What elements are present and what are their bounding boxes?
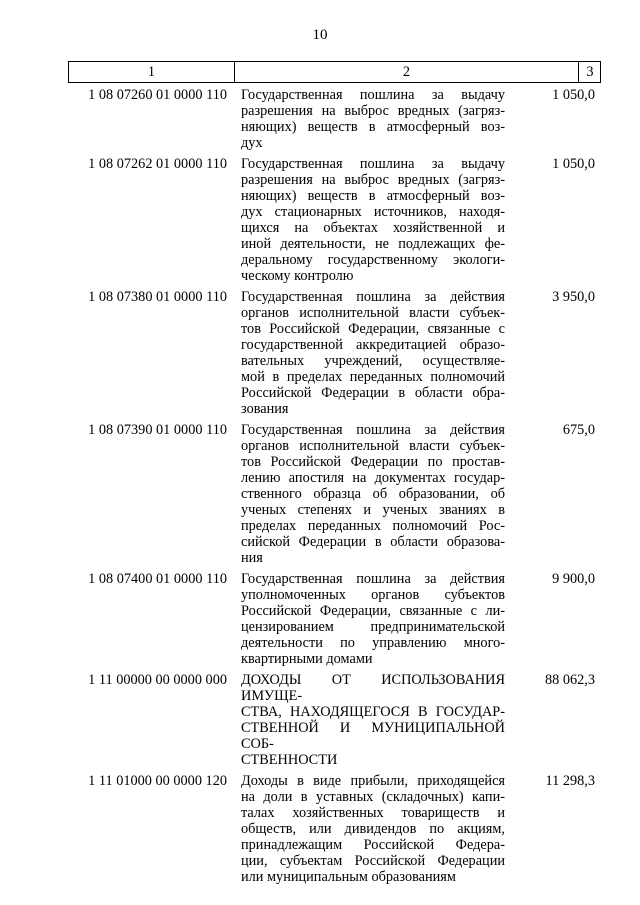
revenue-description: [241, 773, 505, 885]
revenue-description: [241, 156, 505, 284]
description-line: ческому контролю: [241, 268, 354, 284]
amount: 675,0: [562, 422, 595, 438]
description-line: ции, субъектам Российской Федерации: [241, 853, 505, 869]
revenue-description: [241, 289, 505, 417]
column-header-3: 3: [586, 64, 594, 80]
budget-code: 1 08 07390 01 0000 110: [88, 422, 227, 438]
column-header-1: 1: [147, 64, 156, 80]
description-line: разрешения на выброс вредных (загряз-: [241, 103, 505, 119]
amount: 9 900,0: [552, 571, 595, 587]
amount: 1 050,0: [552, 87, 595, 103]
description-line: Государственная пошлина за выдачу: [241, 156, 505, 172]
description-line: тов Российской Федерации по простав-: [241, 454, 505, 470]
description-line: уполномоченных органов субъектов: [241, 587, 505, 603]
description-line: вательных учреждений, осуществляе-: [241, 353, 505, 369]
description-line: деральному государственному экологи-: [241, 252, 505, 268]
amount: 11 298,3: [545, 773, 595, 789]
description-line: цензированием предпринимательской: [241, 619, 505, 635]
description-line: лению апостиля на документах государ-: [241, 470, 505, 486]
amount: 88 062,3: [544, 672, 595, 688]
description-line: или муниципальным образованиям: [241, 869, 456, 885]
description-line: дух: [241, 135, 263, 151]
description-line: ученых степенях и ученых званиях в: [241, 502, 505, 518]
table-row: [68, 87, 601, 151]
description-line: Государственная пошлина за действия: [241, 571, 505, 587]
description-line: Государственная пошлина за действия: [241, 289, 505, 305]
description-line: дух стационарных источников, находя-: [241, 204, 505, 220]
budget-code: 1 08 07262 01 0000 110: [88, 156, 227, 172]
description-line: няющих) веществ в атмосферный воз-: [241, 119, 505, 135]
description-line: пределах переданных полномочий Рос-: [241, 518, 505, 534]
description-line: органов исполнительной власти субъек-: [241, 438, 505, 454]
description-line: обществ, или дивидендов по акциям,: [241, 821, 505, 837]
description-line: Российской Федерации, связанные с ли-: [241, 603, 505, 619]
revenue-description: [241, 422, 505, 566]
table-row: [68, 571, 601, 667]
description-line: Государственная пошлина за действия: [241, 422, 505, 438]
table-row: [68, 289, 601, 417]
description-line: органов исполнительной власти субъек-: [241, 305, 505, 321]
table-header: [68, 61, 601, 83]
table-row: [68, 156, 601, 284]
description-line: ДОХОДЫ ОТ ИСПОЛЬЗОВАНИЯ ИМУЩЕ-: [241, 672, 505, 704]
description-line: Государственная пошлина за выдачу: [241, 87, 505, 103]
description-line: принадлежащим Российской Федера-: [241, 837, 505, 853]
description-line: талах хозяйственных товариществ и: [241, 805, 505, 821]
description-line: СТВЕННОСТИ: [241, 752, 338, 768]
description-line: Доходы в виде прибыли, приходящейся: [241, 773, 505, 789]
amount: 3 950,0: [552, 289, 595, 305]
table-row: [68, 422, 601, 566]
description-line: на доли в уставных (складочных) капи-: [241, 789, 505, 805]
description-line: мой в пределах переданных полномочий: [241, 369, 505, 385]
budget-code: 1 11 01000 00 0000 120: [88, 773, 227, 789]
description-line: разрешения на выброс вредных (загряз-: [241, 172, 505, 188]
description-line: ственного образца об образовании, об: [241, 486, 505, 502]
revenue-description: [241, 672, 505, 768]
revenue-description: [241, 87, 505, 151]
budget-code: 1 11 00000 00 0000 000: [88, 672, 227, 688]
budget-code: 1 08 07260 01 0000 110: [88, 87, 227, 103]
table-body: [68, 87, 601, 890]
description-line: ния: [241, 550, 263, 566]
description-line: СТВЕННОЙ И МУНИЦИПАЛЬНОЙ СОБ-: [241, 720, 505, 752]
description-line: сийской Федерации в области образова-: [241, 534, 505, 550]
description-line: деятельности по управлению много-: [241, 635, 505, 651]
column-header-2: 2: [402, 64, 411, 80]
description-line: квартирными домами: [241, 651, 373, 667]
description-line: няющих) веществ в атмосферный воз-: [241, 188, 505, 204]
description-line: СТВА, НАХОДЯЩЕГОСЯ В ГОСУДАР-: [241, 704, 505, 720]
description-line: иной деятельности, не подлежащих фе-: [241, 236, 505, 252]
description-line: Российской Федерации в области обра-: [241, 385, 505, 401]
table-row: [68, 773, 601, 885]
revenue-description: [241, 571, 505, 667]
budget-code: 1 08 07400 01 0000 110: [88, 571, 227, 587]
description-line: тов Российской Федерации, связанные с: [241, 321, 505, 337]
budget-code: 1 08 07380 01 0000 110: [88, 289, 227, 305]
page-number: 10: [312, 27, 328, 43]
description-line: зования: [241, 401, 289, 417]
amount: 1 050,0: [552, 156, 595, 172]
description-line: государственной аккредитацией образо-: [241, 337, 505, 353]
description-line: щихся на объектах хозяйственной и: [241, 220, 505, 236]
table-row: [68, 672, 601, 768]
